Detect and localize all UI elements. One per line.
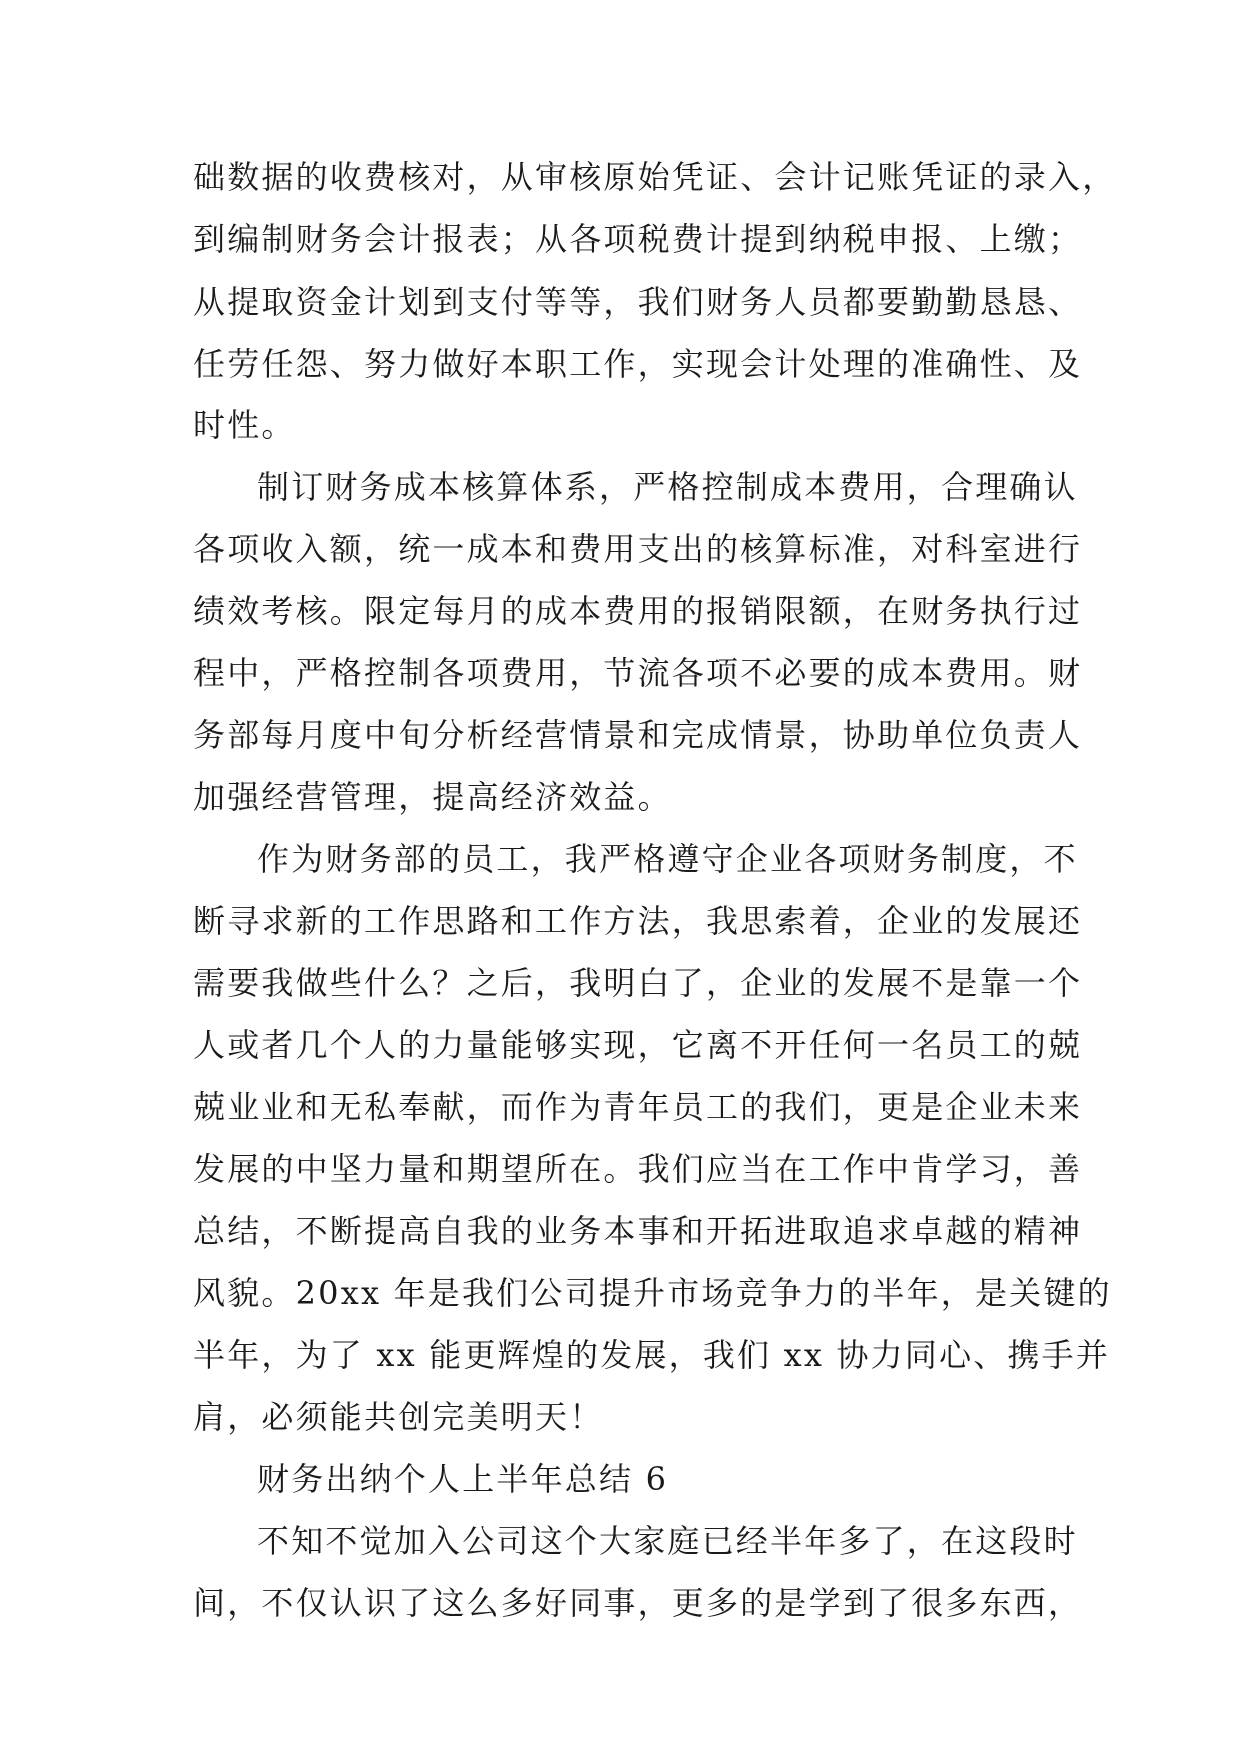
text-line: 总结，不断提高自我的业务本事和开拓进取追求卓越的精神: [193, 1212, 1083, 1250]
paragraph-first-line: 作为财务部的员工，我严格遵守企业各项财务制度，不: [257, 840, 1078, 878]
text-line: 从提取资金计划到支付等等，我们财务人员都要勤勤恳恳、: [193, 283, 1083, 321]
text-line: 风貌。20xx 年是我们公司提升市场竞争力的半年，是关键的: [193, 1274, 1112, 1312]
text-line: 各项收入额，统一成本和费用支出的核算标准，对科室进行: [193, 530, 1083, 568]
section-heading: 财务出纳个人上半年总结 6: [257, 1460, 669, 1498]
text-line: 人或者几个人的力量能够实现，它离不开任何一名员工的兢: [193, 1026, 1083, 1064]
text-line: 肩，必须能共创完美明天！: [193, 1398, 604, 1436]
text-line: 任劳任怨、努力做好本职工作，实现会计处理的准确性、及: [193, 345, 1083, 383]
text-line: 加强经营管理，提高经济效益。: [193, 778, 672, 816]
text-line: 半年，为了 xx 能更辉煌的发展，我们 xx 协力同心、携手并: [193, 1336, 1111, 1374]
text-line: 断寻求新的工作思路和工作方法，我思索着，企业的发展还: [193, 902, 1083, 940]
text-line: 需要我做些什么？之后，我明白了，企业的发展不是靠一个: [193, 964, 1083, 1002]
text-line: 绩效考核。限定每月的成本费用的报销限额，在财务执行过: [193, 592, 1083, 630]
text-line: 兢业业和无私奉献，而作为青年员工的我们，更是企业未来: [193, 1088, 1083, 1126]
paragraph-first-line: 制订财务成本核算体系，严格控制成本费用，合理确认: [257, 468, 1078, 506]
text-line: 发展的中坚力量和期望所在。我们应当在工作中肯学习，善: [193, 1150, 1083, 1188]
text-line: 务部每月度中旬分析经营情景和完成情景，协助单位负责人: [193, 716, 1083, 754]
text-line: 到编制财务会计报表；从各项税费计提到纳税申报、上缴；: [193, 220, 1083, 258]
text-line: 程中，严格控制各项费用，节流各项不必要的成本费用。财: [193, 654, 1083, 692]
text-line: 时性。: [193, 406, 296, 444]
paragraph-first-line: 不知不觉加入公司这个大家庭已经半年多了，在这段时: [257, 1522, 1078, 1560]
text-line: 础数据的收费核对，从审核原始凭证、会计记账凭证的录入，: [193, 158, 1117, 196]
text-line: 间，不仅认识了这么多好同事，更多的是学到了很多东西，: [193, 1584, 1083, 1622]
